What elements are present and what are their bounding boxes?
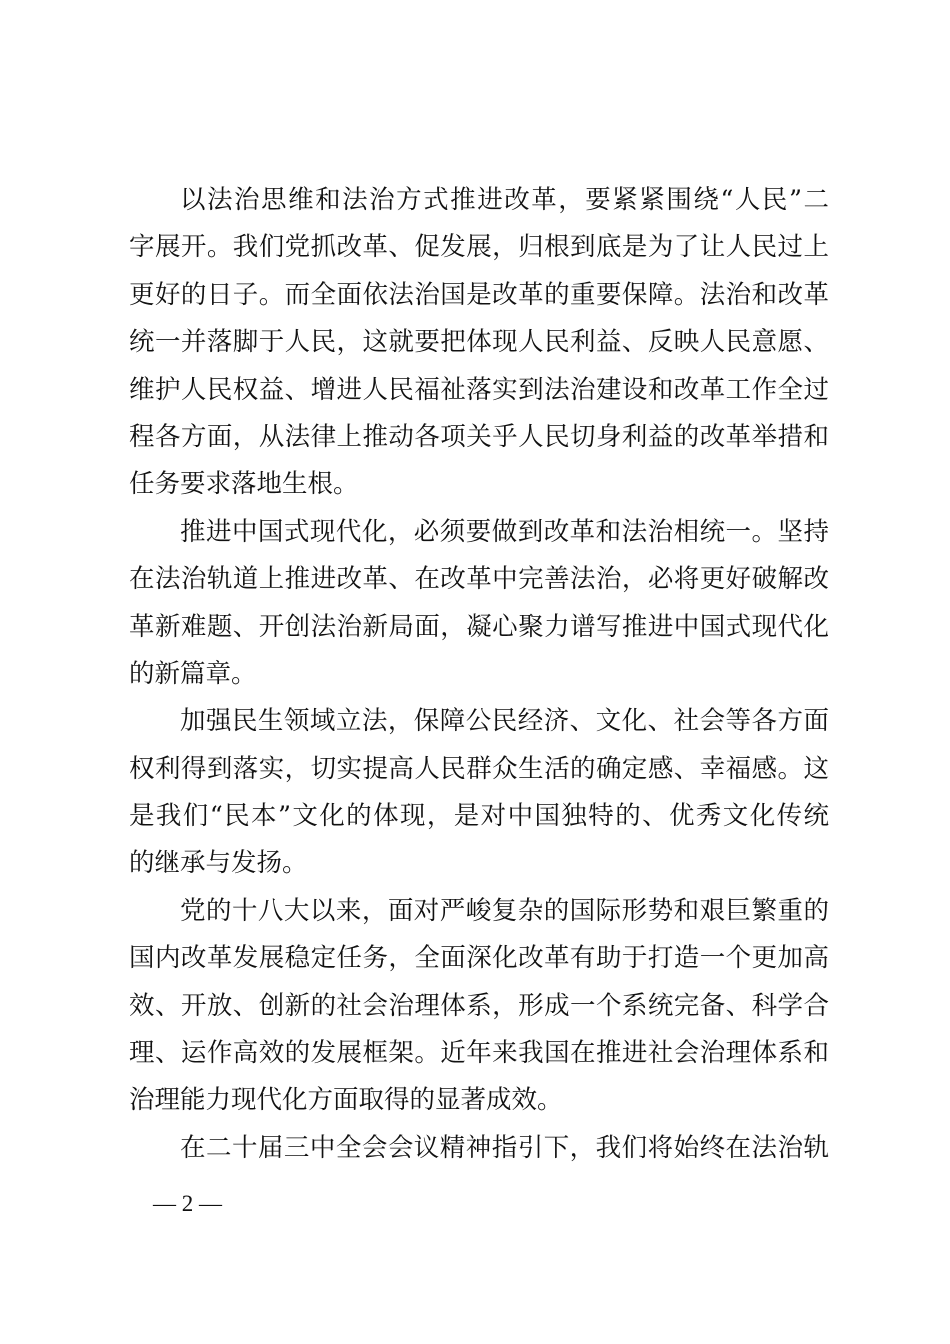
text-line: 程各方面，从法律上推动各项关乎人民切身利益的改革举措和 <box>129 421 829 452</box>
text-line: 革新难题、开创法治新局面，凝心聚力谱写推进中国式现代化 <box>129 611 829 642</box>
text-line: 是我们“民本”文化的体现，是对中国独特的、优秀文化传统 <box>129 801 829 832</box>
text-line: 加强民生领域立法，保障公民经济、文化、社会等各方面 <box>180 706 829 737</box>
text-line: 在法治轨道上推进改革、在改革中完善法治，必将更好破解改 <box>129 564 829 595</box>
text-line: 以法治思维和法治方式推进改革，要紧紧围绕“人民”二 <box>180 185 829 215</box>
text-line: 权利得到落实，切实提高人民群众生活的确定感、幸福感。这 <box>129 753 829 784</box>
text-line: 在二十届三中全会会议精神指引下，我们将始终在法治轨 <box>180 1132 829 1163</box>
text-line: 统一并落脚于人民，这就要把体现人民利益、反映人民意愿、 <box>129 327 829 358</box>
text-line: 国内改革发展稳定任务，全面深化改革有助于打造一个更加高 <box>129 943 829 974</box>
text-line: 推进中国式现代化，必须要做到改革和法治相统一。坚持 <box>180 516 829 547</box>
text-line: 的新篇章。 <box>129 658 257 689</box>
document-body <box>129 177 829 1172</box>
text-line: 党的十八大以来，面对严峻复杂的国际形势和艰巨繁重的 <box>180 895 829 926</box>
paragraph-3 <box>129 698 829 888</box>
text-line: 的继承与发扬。 <box>129 848 308 879</box>
paragraph-4 <box>129 888 829 1125</box>
text-line: 理、运作高效的发展框架。近年来我国在推进社会治理体系和 <box>129 1038 829 1069</box>
paragraph-1 <box>129 177 829 509</box>
text-line: 效、开放、创新的社会治理体系，形成一个系统完备、科学合 <box>129 990 829 1021</box>
paragraph-5 <box>129 1125 829 1172</box>
page-number: — 2 — <box>153 1191 222 1216</box>
paragraph-2 <box>129 509 829 699</box>
text-line: 任务要求落地生根。 <box>129 469 359 500</box>
text-line: 字展开。我们党抓改革、促发展，归根到底是为了让人民过上 <box>129 232 829 263</box>
text-line: 更好的日子。而全面依法治国是改革的重要保障。法治和改革 <box>129 279 829 310</box>
text-line: 维护人民权益、增进人民福祉落实到法治建设和改革工作全过 <box>129 374 829 405</box>
text-line: 治理能力现代化方面取得的显著成效。 <box>129 1085 563 1116</box>
